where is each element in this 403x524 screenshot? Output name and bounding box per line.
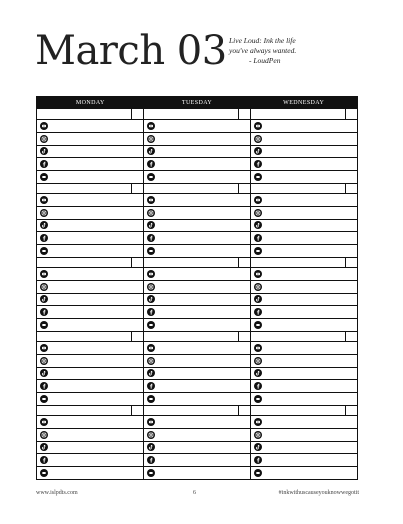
twitch-icon <box>254 173 262 181</box>
social-slot-instagram[interactable] <box>251 429 357 442</box>
social-slot-tiktok[interactable] <box>144 442 250 455</box>
week-row <box>37 183 357 257</box>
facebook-icon <box>147 308 155 316</box>
date-notes-field[interactable] <box>37 258 131 267</box>
social-slot-youtube[interactable] <box>251 120 357 133</box>
date-row <box>37 257 143 268</box>
date-number-box[interactable] <box>238 109 250 119</box>
day-cell-wednesday <box>250 183 357 257</box>
twitch-icon <box>147 321 155 329</box>
date-notes-field[interactable] <box>251 184 345 193</box>
date-number-box[interactable] <box>131 258 143 267</box>
social-slot-instagram[interactable] <box>37 133 143 146</box>
facebook-icon <box>147 234 155 242</box>
quote-line-1: Live Loud: Ink the life <box>229 36 296 45</box>
date-number-box[interactable] <box>131 109 143 119</box>
quote-block <box>229 36 379 66</box>
date-row <box>251 257 357 268</box>
tiktok-icon <box>40 295 48 303</box>
social-slot-tiktok[interactable] <box>251 294 357 307</box>
social-slot-youtube[interactable] <box>144 342 250 355</box>
facebook-icon <box>254 456 262 464</box>
social-slot-youtube[interactable] <box>37 194 143 207</box>
date-notes-field[interactable] <box>251 332 345 341</box>
social-slot-facebook[interactable] <box>144 380 250 393</box>
week-row <box>37 405 357 479</box>
date-notes-field[interactable] <box>144 258 238 267</box>
instagram-icon <box>147 431 155 439</box>
twitch-icon <box>254 247 262 255</box>
social-slot-twitch[interactable] <box>251 393 357 405</box>
social-slot-youtube[interactable] <box>37 120 143 133</box>
social-slot-facebook[interactable] <box>144 158 250 171</box>
youtube-icon <box>254 196 262 204</box>
week-row <box>37 109 357 183</box>
day-cell-monday <box>37 405 143 479</box>
date-number-box[interactable] <box>131 332 143 341</box>
date-row <box>251 183 357 194</box>
social-slot-facebook[interactable] <box>251 232 357 245</box>
instagram-icon <box>254 135 262 143</box>
tiktok-icon <box>147 443 155 451</box>
social-slot-instagram[interactable] <box>37 281 143 294</box>
youtube-icon <box>40 196 48 204</box>
social-slot-youtube[interactable] <box>251 194 357 207</box>
youtube-icon <box>40 418 48 426</box>
social-slot-tiktok[interactable] <box>37 442 143 455</box>
quote-author: - LoudPen <box>249 56 281 65</box>
date-notes-field[interactable] <box>144 332 238 341</box>
date-number-box[interactable] <box>345 332 357 341</box>
instagram-icon <box>40 209 48 217</box>
date-notes-field[interactable] <box>251 406 345 415</box>
social-slot-instagram[interactable] <box>144 133 250 146</box>
social-slot-twitch[interactable] <box>37 319 143 331</box>
social-slot-tiktok[interactable] <box>251 146 357 159</box>
instagram-icon <box>254 431 262 439</box>
day-cell-tuesday <box>143 331 250 405</box>
twitch-icon <box>40 247 48 255</box>
instagram-icon <box>40 135 48 143</box>
social-slot-instagram[interactable] <box>37 207 143 220</box>
weeks-container <box>37 109 357 479</box>
social-slot-twitch[interactable] <box>144 171 250 183</box>
day-cell-wednesday <box>250 405 357 479</box>
date-number-box[interactable] <box>131 184 143 193</box>
facebook-icon <box>40 308 48 316</box>
weekly-planner-grid <box>36 96 358 480</box>
day-cell-monday <box>37 257 143 331</box>
social-slot-youtube[interactable] <box>144 194 250 207</box>
social-slot-tiktok[interactable] <box>144 368 250 381</box>
youtube-icon <box>40 270 48 278</box>
youtube-icon <box>254 122 262 130</box>
social-slot-tiktok[interactable] <box>144 146 250 159</box>
social-slot-facebook[interactable] <box>144 306 250 319</box>
date-row <box>37 183 143 194</box>
tiktok-icon <box>40 221 48 229</box>
footer-website: www.islpdts.com <box>36 490 78 496</box>
social-slot-instagram[interactable] <box>144 429 250 442</box>
social-slot-tiktok[interactable] <box>251 368 357 381</box>
page-title: March 03 <box>35 28 227 74</box>
social-slot-twitch[interactable] <box>37 171 143 183</box>
instagram-icon <box>254 209 262 217</box>
day-cell-monday <box>37 331 143 405</box>
date-row <box>144 331 250 342</box>
day-header-monday: MONDAY <box>75 100 105 106</box>
social-slot-instagram[interactable] <box>37 429 143 442</box>
day-header-row <box>37 97 357 109</box>
social-slot-twitch[interactable] <box>144 467 250 479</box>
social-slot-facebook[interactable] <box>37 158 143 171</box>
youtube-icon <box>254 270 262 278</box>
social-slot-tiktok[interactable] <box>251 220 357 233</box>
tiktok-icon <box>254 221 262 229</box>
social-slot-twitch[interactable] <box>37 467 143 479</box>
date-row <box>144 405 250 416</box>
tiktok-icon <box>254 147 262 155</box>
social-slot-instagram[interactable] <box>144 355 250 368</box>
social-slot-youtube[interactable] <box>144 268 250 281</box>
social-slot-instagram[interactable] <box>37 355 143 368</box>
footer-hashtag: #inkwithuscauseyouknowwegotit <box>278 490 359 496</box>
social-slot-facebook[interactable] <box>251 454 357 467</box>
date-number-box[interactable] <box>345 109 357 119</box>
date-notes-field[interactable] <box>144 109 238 119</box>
date-number-box[interactable] <box>131 406 143 415</box>
youtube-icon <box>147 270 155 278</box>
date-row <box>144 109 250 120</box>
day-cell-monday <box>37 183 143 257</box>
social-slot-facebook[interactable] <box>37 306 143 319</box>
day-cell-tuesday <box>143 257 250 331</box>
facebook-icon <box>254 234 262 242</box>
tiktok-icon <box>40 147 48 155</box>
date-number-box[interactable] <box>238 258 250 267</box>
date-notes-field[interactable] <box>37 332 131 341</box>
social-slot-youtube[interactable] <box>37 342 143 355</box>
date-number-box[interactable] <box>345 258 357 267</box>
social-slot-instagram[interactable] <box>144 281 250 294</box>
facebook-icon <box>40 160 48 168</box>
date-number-box[interactable] <box>345 184 357 193</box>
social-slot-facebook[interactable] <box>251 158 357 171</box>
social-slot-tiktok[interactable] <box>37 220 143 233</box>
day-cell-wednesday <box>250 257 357 331</box>
date-number-box[interactable] <box>238 406 250 415</box>
social-slot-facebook[interactable] <box>251 380 357 393</box>
date-notes-field[interactable] <box>37 109 131 119</box>
facebook-icon <box>40 456 48 464</box>
instagram-icon <box>40 357 48 365</box>
youtube-icon <box>147 196 155 204</box>
twitch-icon <box>40 321 48 329</box>
social-slot-youtube[interactable] <box>251 268 357 281</box>
social-slot-youtube[interactable] <box>251 416 357 429</box>
social-slot-twitch[interactable] <box>144 319 250 331</box>
date-row <box>144 183 250 194</box>
date-row <box>37 109 143 120</box>
social-slot-twitch[interactable] <box>251 245 357 257</box>
week-row <box>37 331 357 405</box>
twitch-icon <box>147 469 155 477</box>
instagram-icon <box>254 357 262 365</box>
social-slot-twitch[interactable] <box>144 245 250 257</box>
social-slot-twitch[interactable] <box>251 319 357 331</box>
date-row <box>37 405 143 416</box>
week-row <box>37 257 357 331</box>
youtube-icon <box>254 418 262 426</box>
social-slot-instagram[interactable] <box>251 281 357 294</box>
tiktok-icon <box>147 295 155 303</box>
youtube-icon <box>40 344 48 352</box>
day-cell-monday <box>37 109 143 183</box>
social-slot-tiktok[interactable] <box>251 442 357 455</box>
date-notes-field[interactable] <box>144 184 238 193</box>
day-header-tuesday: TUESDAY <box>181 100 213 106</box>
footer-page-number: 6 <box>193 490 196 496</box>
day-cell-tuesday <box>143 183 250 257</box>
date-row <box>144 257 250 268</box>
date-row <box>251 109 357 120</box>
twitch-icon <box>147 247 155 255</box>
day-header-wednesday: WEDNESDAY <box>283 100 325 106</box>
instagram-icon <box>147 357 155 365</box>
social-slot-instagram[interactable] <box>251 207 357 220</box>
day-cell-wednesday <box>250 109 357 183</box>
youtube-icon <box>254 344 262 352</box>
date-notes-field[interactable] <box>37 184 131 193</box>
tiktok-icon <box>254 443 262 451</box>
facebook-icon <box>40 234 48 242</box>
social-slot-instagram[interactable] <box>251 133 357 146</box>
social-slot-facebook[interactable] <box>37 454 143 467</box>
instagram-icon <box>147 283 155 291</box>
date-notes-field[interactable] <box>251 258 345 267</box>
twitch-icon <box>40 469 48 477</box>
twitch-icon <box>254 395 262 403</box>
instagram-icon <box>40 431 48 439</box>
facebook-icon <box>254 160 262 168</box>
youtube-icon <box>147 344 155 352</box>
date-row <box>251 331 357 342</box>
quote-line-2: you've always wanted. <box>229 46 297 55</box>
tiktok-icon <box>40 443 48 451</box>
instagram-icon <box>147 209 155 217</box>
twitch-icon <box>254 469 262 477</box>
tiktok-icon <box>147 369 155 377</box>
date-notes-field[interactable] <box>251 109 345 119</box>
date-number-box[interactable] <box>238 184 250 193</box>
tiktok-icon <box>147 147 155 155</box>
social-slot-instagram[interactable] <box>251 355 357 368</box>
day-cell-wednesday <box>250 331 357 405</box>
date-row <box>251 405 357 416</box>
twitch-icon <box>40 173 48 181</box>
facebook-icon <box>147 160 155 168</box>
social-slot-facebook[interactable] <box>37 232 143 245</box>
twitch-icon <box>40 395 48 403</box>
social-slot-tiktok[interactable] <box>37 368 143 381</box>
social-slot-facebook[interactable] <box>37 380 143 393</box>
tiktok-icon <box>254 369 262 377</box>
social-slot-youtube[interactable] <box>37 268 143 281</box>
date-row <box>37 331 143 342</box>
twitch-icon <box>147 173 155 181</box>
social-slot-tiktok[interactable] <box>37 294 143 307</box>
social-slot-youtube[interactable] <box>144 120 250 133</box>
social-slot-tiktok[interactable] <box>144 220 250 233</box>
social-slot-twitch[interactable] <box>144 393 250 405</box>
social-slot-facebook[interactable] <box>144 454 250 467</box>
social-slot-twitch[interactable] <box>251 467 357 479</box>
facebook-icon <box>254 308 262 316</box>
date-number-box[interactable] <box>238 332 250 341</box>
social-slot-twitch[interactable] <box>37 245 143 257</box>
instagram-icon <box>147 135 155 143</box>
social-slot-youtube[interactable] <box>37 416 143 429</box>
social-slot-facebook[interactable] <box>144 232 250 245</box>
tiktok-icon <box>254 295 262 303</box>
date-notes-field[interactable] <box>37 406 131 415</box>
day-cell-tuesday <box>143 405 250 479</box>
facebook-icon <box>147 382 155 390</box>
youtube-icon <box>40 122 48 130</box>
tiktok-icon <box>147 221 155 229</box>
social-slot-tiktok[interactable] <box>144 294 250 307</box>
tiktok-icon <box>40 369 48 377</box>
social-slot-twitch[interactable] <box>251 171 357 183</box>
social-slot-youtube[interactable] <box>144 416 250 429</box>
date-notes-field[interactable] <box>144 406 238 415</box>
social-slot-instagram[interactable] <box>144 207 250 220</box>
social-slot-youtube[interactable] <box>251 342 357 355</box>
social-slot-twitch[interactable] <box>37 393 143 405</box>
instagram-icon <box>254 283 262 291</box>
social-slot-facebook[interactable] <box>251 306 357 319</box>
facebook-icon <box>40 382 48 390</box>
youtube-icon <box>147 122 155 130</box>
date-number-box[interactable] <box>345 406 357 415</box>
facebook-icon <box>147 456 155 464</box>
social-slot-tiktok[interactable] <box>37 146 143 159</box>
facebook-icon <box>254 382 262 390</box>
twitch-icon <box>147 395 155 403</box>
twitch-icon <box>254 321 262 329</box>
instagram-icon <box>40 283 48 291</box>
youtube-icon <box>147 418 155 426</box>
day-cell-tuesday <box>143 109 250 183</box>
